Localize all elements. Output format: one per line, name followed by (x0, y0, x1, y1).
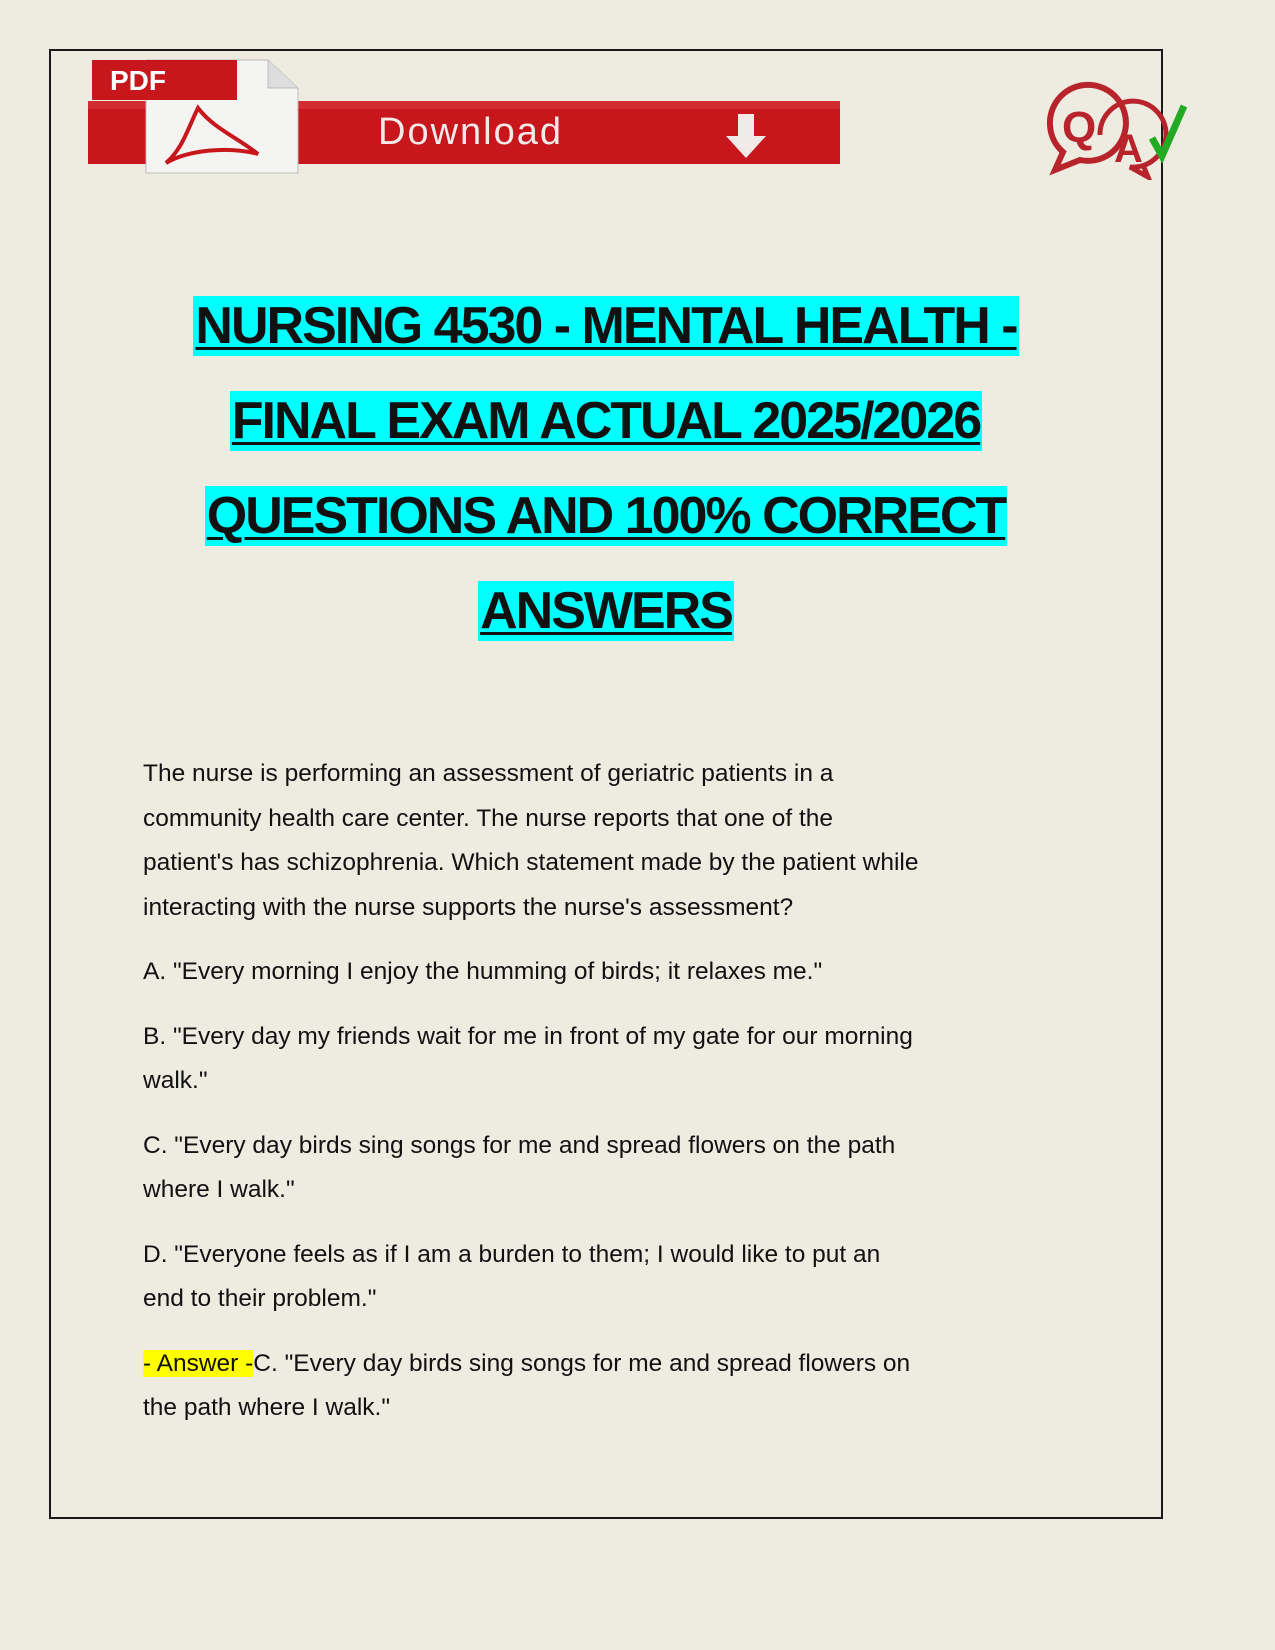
answer (143, 1342, 1103, 1431)
text-line: interacting with the nurse supports the nurse's assessment? (143, 893, 794, 921)
svg-text:A: A (1114, 127, 1143, 171)
answer-label: - Answer - (143, 1349, 254, 1377)
option-d (143, 1233, 1103, 1322)
text-line: C. "Every day birds sing songs for me and spread flowers on (253, 1349, 911, 1377)
qa-logo (1040, 80, 1210, 180)
document-title (49, 296, 1163, 676)
text-line: A. "Every morning I enjoy the humming of birds; it relaxes me." (143, 958, 823, 985)
title-line: ANSWERS (480, 582, 732, 640)
text-line: B. "Every day my friends wait for me in front of my gate for our morning (143, 1022, 913, 1050)
text-line: C. "Every day birds sing songs for me and spread flowers on the path (143, 1131, 896, 1159)
text-line: where I walk." (143, 1176, 295, 1203)
text-line: patient's has schizophrenia. Which statement made by the patient while (143, 849, 919, 876)
title-line: FINAL EXAM ACTUAL 2025/2026 (231, 392, 981, 450)
svg-text:Q: Q (1062, 103, 1097, 152)
text-line: walk." (143, 1067, 208, 1094)
text-line: The nurse is performing an assessment of geriatric patients in a (143, 760, 834, 787)
title-line: NURSING 4530 - MENTAL HEALTH - (195, 297, 1017, 355)
option-c (143, 1124, 1103, 1213)
svg-text:PDF: PDF (110, 65, 166, 96)
text-line: D. "Everyone feels as if I am a burden to them; I would like to put an (143, 1240, 881, 1268)
question-stem (143, 752, 1103, 930)
svg-text:Download: Download (378, 111, 563, 153)
text-line: the path where I walk." (143, 1394, 391, 1421)
option-a (143, 950, 1103, 995)
question-block (143, 752, 1103, 1451)
option-b (143, 1015, 1103, 1104)
title-line: QUESTIONS AND 100% CORRECT (206, 487, 1006, 545)
text-line: community health care center. The nurse reports that one of the (143, 804, 834, 832)
text-line: end to their problem." (143, 1285, 377, 1312)
pdf-download-banner[interactable] (88, 58, 843, 178)
